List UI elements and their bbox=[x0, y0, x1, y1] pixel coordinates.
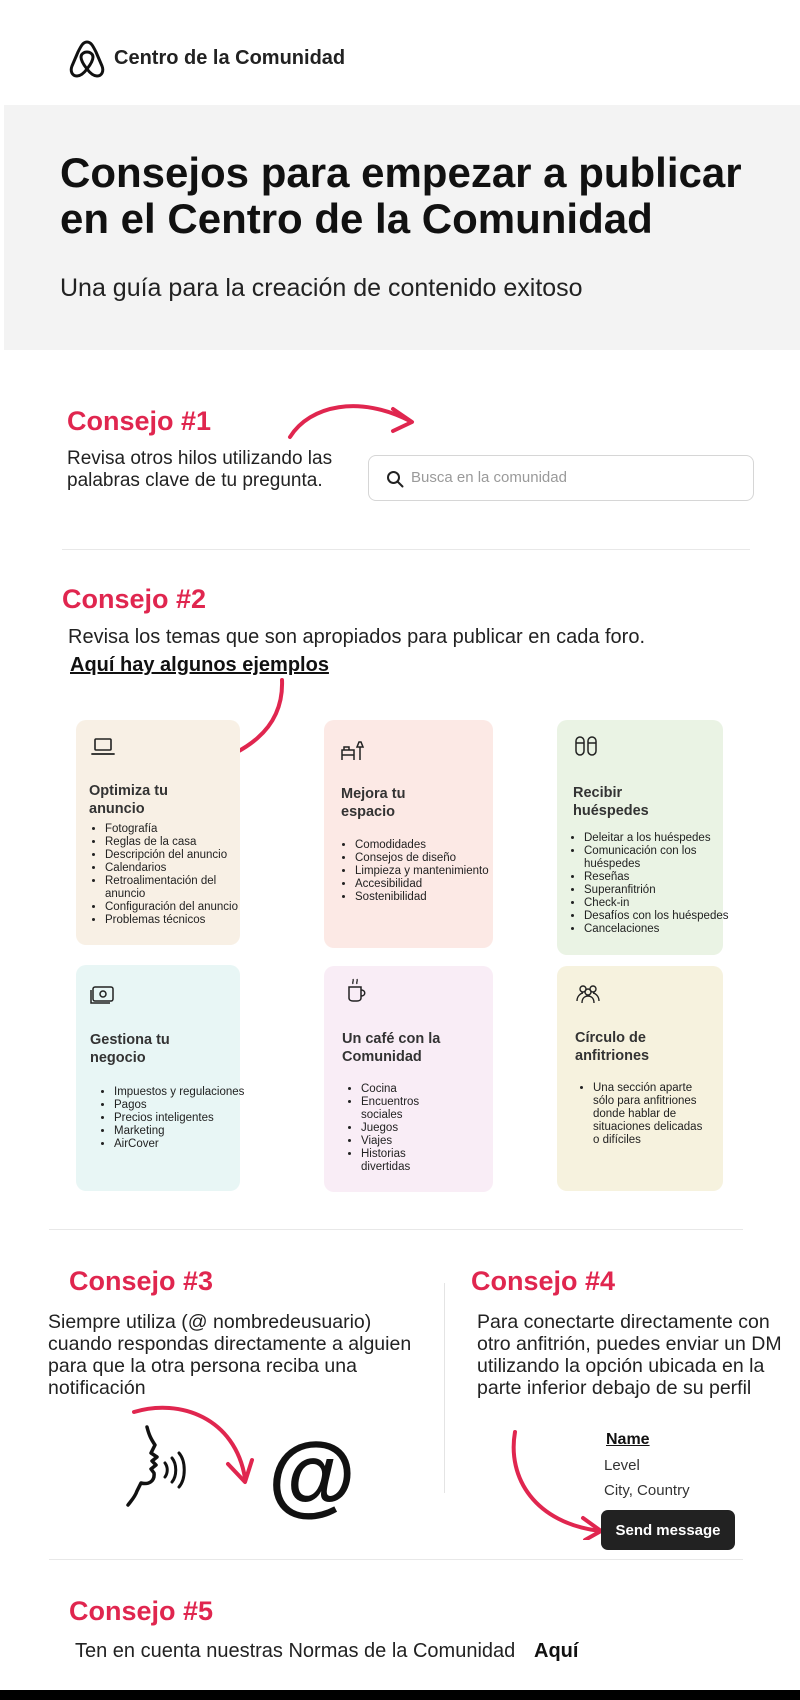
curved-arrow-icon bbox=[505, 1428, 605, 1540]
list-item: • Comunicación con los huéspedes bbox=[584, 845, 736, 871]
list-item: • Desafíos con los huéspedes bbox=[584, 910, 736, 923]
card-topic-list bbox=[90, 823, 250, 927]
profile-level: Level bbox=[604, 1457, 640, 1474]
list-item: • Precios inteligentes bbox=[114, 1112, 252, 1125]
tip-2-text: Revisa los temas que son apropiados para publicar en cada foro. bbox=[68, 626, 646, 648]
slippers-icon bbox=[573, 734, 599, 760]
card-title: Optimiza tu anuncio bbox=[89, 783, 168, 817]
list-item: • Viajes bbox=[361, 1135, 501, 1148]
card-title: Mejora tu espacio bbox=[341, 786, 406, 820]
list-item: • Configuración del anuncio bbox=[105, 901, 250, 914]
list-item: • Pagos bbox=[114, 1099, 252, 1112]
list-item: • Deleitar a los huéspedes bbox=[584, 832, 736, 845]
page-title-line-2: en el Centro de la Comunidad bbox=[60, 195, 653, 242]
profile-name-link[interactable]: Name bbox=[606, 1431, 650, 1448]
topic-card-host-circle[interactable] bbox=[557, 966, 723, 1191]
column-divider bbox=[444, 1283, 445, 1493]
list-item: • Fotografía bbox=[105, 823, 250, 836]
list-item: • Historias divertidas bbox=[361, 1148, 431, 1174]
list-item: • Juegos bbox=[361, 1122, 501, 1135]
list-item: • Sostenibilidad bbox=[355, 891, 503, 904]
page-title bbox=[60, 150, 760, 242]
tip-3-text: Siempre utiliza (@ nombredeusuario) cuando respondas directamente a alguien para que la otra persona reciba una notificación bbox=[48, 1311, 412, 1399]
topic-card-guests[interactable] bbox=[557, 720, 729, 955]
card-topic-list bbox=[99, 1086, 252, 1151]
list-item: • Check-in bbox=[584, 897, 736, 910]
tip-4-text: Para conectarte directamente con otro anfitrión, puedes enviar un DM utilizando la opción ubicada en la parte inferior debajo de su perfil bbox=[477, 1311, 782, 1399]
search-placeholder: Busca en la comunidad bbox=[411, 469, 567, 486]
tip-4-heading: Consejo #4 bbox=[471, 1266, 616, 1296]
at-symbol: @ bbox=[268, 1425, 356, 1525]
card-topic-list bbox=[578, 1082, 703, 1147]
coffee-cup-icon bbox=[344, 977, 370, 1003]
airbnb-logo-icon[interactable] bbox=[68, 38, 106, 80]
list-item: • Cancelaciones bbox=[584, 923, 736, 936]
list-item: • Problemas técnicos bbox=[105, 914, 250, 927]
list-item: • Comodidades bbox=[355, 839, 503, 852]
profile-location: City, Country bbox=[604, 1482, 690, 1499]
tip-1-text: Revisa otros hilos utilizando las palabras clave de tu pregunta. bbox=[67, 448, 333, 491]
people-group-icon bbox=[575, 981, 601, 1007]
money-icon bbox=[89, 981, 115, 1007]
examples-link[interactable]: Aquí hay algunos ejemplos bbox=[70, 654, 329, 676]
card-topic-list bbox=[346, 1083, 501, 1174]
section-divider bbox=[49, 1559, 743, 1560]
topic-card-space[interactable] bbox=[324, 720, 493, 948]
tip-1-heading: Consejo #1 bbox=[67, 406, 212, 436]
list-item: • Una sección aparte sólo para anfitriones donde hablar de situaciones delicadas o difíciles bbox=[593, 1082, 703, 1147]
search-icon bbox=[386, 470, 404, 488]
card-title: Gestiona tu negocio bbox=[90, 1032, 170, 1066]
section-divider bbox=[49, 1229, 743, 1230]
bed-lamp-icon bbox=[340, 738, 366, 764]
card-title: Recibir huéspedes bbox=[573, 785, 649, 819]
list-item: • Descripción del anuncio bbox=[105, 849, 250, 862]
page-subtitle: Una guía para la creación de contenido exitoso bbox=[60, 274, 583, 302]
footer-bar bbox=[0, 1690, 800, 1700]
list-item: • AirCover bbox=[114, 1138, 252, 1151]
topic-card-listing[interactable] bbox=[76, 720, 240, 945]
list-item: • Accesibilidad bbox=[355, 878, 503, 891]
topic-card-business[interactable] bbox=[76, 965, 245, 1191]
card-title: Círculo de anfitriones bbox=[575, 1030, 650, 1064]
card-topic-list bbox=[569, 832, 736, 936]
list-item: • Marketing bbox=[114, 1125, 252, 1138]
list-item: • Superanfitrión bbox=[584, 884, 736, 897]
topic-card-coffee[interactable] bbox=[324, 966, 493, 1192]
list-item: • Consejos de diseño bbox=[355, 852, 503, 865]
list-item: • Reglas de la casa bbox=[105, 836, 250, 849]
list-item: • Impuestos y regulaciones bbox=[114, 1086, 252, 1099]
tip-3-heading: Consejo #3 bbox=[69, 1266, 214, 1296]
community-rules-link[interactable]: Aquí bbox=[534, 1640, 579, 1662]
list-item: • Limpieza y mantenimiento bbox=[355, 865, 503, 878]
send-message-button[interactable]: Send message bbox=[601, 1510, 735, 1550]
list-item: • Calendarios bbox=[105, 862, 250, 875]
tip-5-text: Ten en cuenta nuestras Normas de la Comunidad bbox=[75, 1640, 516, 1662]
list-item: • Encuentros sociales bbox=[361, 1096, 431, 1122]
list-item: • Reseñas bbox=[584, 871, 736, 884]
tip-5-heading: Consejo #5 bbox=[69, 1596, 214, 1626]
search-input[interactable] bbox=[368, 455, 754, 501]
list-item: • Retroalimentación del anuncio bbox=[105, 875, 250, 901]
card-topic-list bbox=[340, 839, 503, 904]
section-divider bbox=[62, 549, 750, 550]
list-item: • Cocina bbox=[361, 1083, 501, 1096]
card-title: Un café con la Comunidad bbox=[342, 1031, 441, 1065]
laptop-icon bbox=[90, 734, 116, 760]
brand-name[interactable]: Centro de la Comunidad bbox=[114, 47, 346, 69]
curved-arrow-icon bbox=[285, 395, 425, 445]
page-title-line-1: Consejos para empezar a publicar bbox=[60, 149, 742, 196]
curved-arrow-icon bbox=[130, 1400, 255, 1490]
tip-2-heading: Consejo #2 bbox=[62, 584, 207, 614]
